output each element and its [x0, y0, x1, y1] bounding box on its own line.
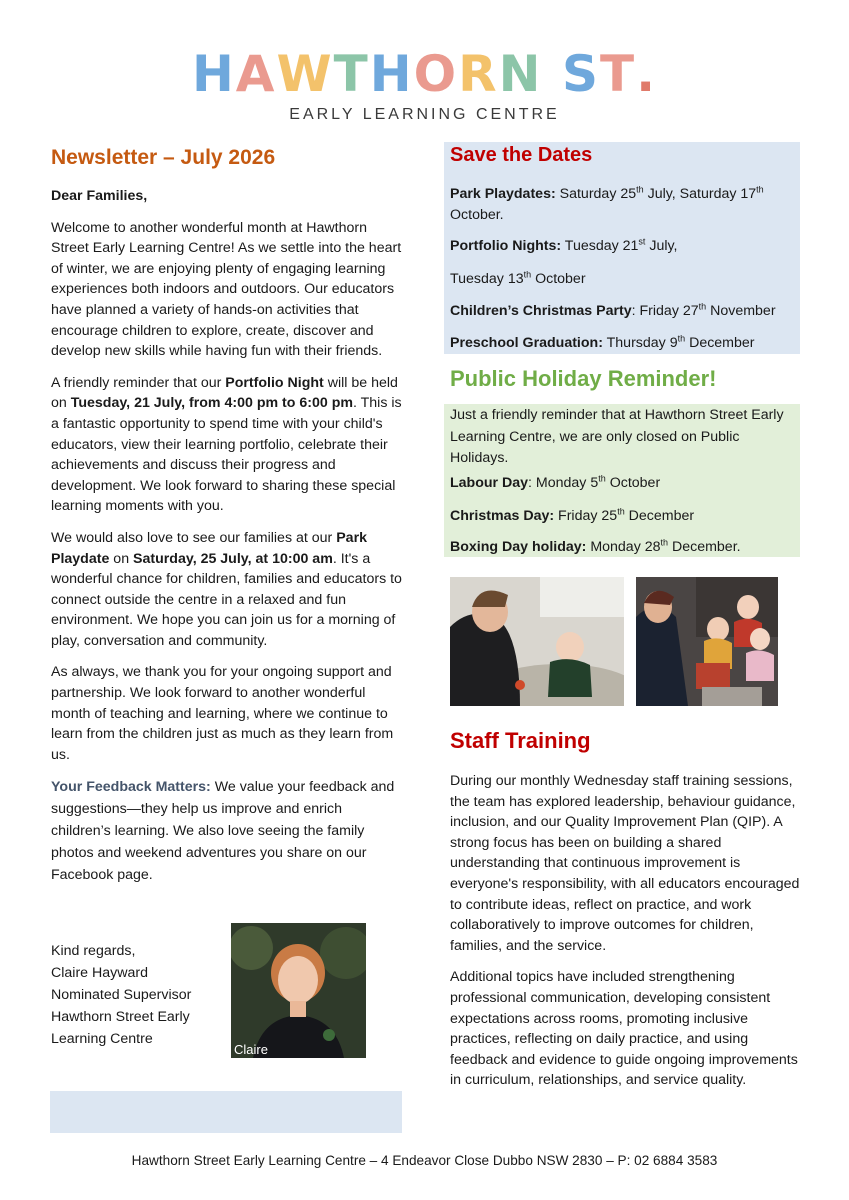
- signoff: [51, 940, 231, 1050]
- logo-letter: H: [369, 45, 414, 103]
- staff-training-body: [450, 771, 800, 1102]
- portfolio-paragraph: A friendly reminder that our Portfolio Night will be held on Tuesday, 21 July, from 4:00 pm to 6:00 pm. This is a fantastic opportunity to spend time with your child's educators, view their learning portfolio, celebrate their achievements and discuss their progress and development. We look forward to sharing these special learning moments with you.: [51, 374, 402, 515]
- date-portfolio-nights-2: Tuesday 13th October: [450, 269, 586, 287]
- logo-letter: H: [191, 45, 236, 103]
- holiday-labour-day: Labour Day: Monday 5th October: [450, 473, 661, 491]
- logo-subtitle: EARLY LEARNING CENTRE: [289, 106, 560, 123]
- signoff-name: Claire Hayward: [51, 965, 148, 981]
- classroom-photo-2: [636, 577, 778, 706]
- date-preschool-graduation: Preschool Graduation: Thursday 9th December: [450, 333, 755, 351]
- logo-letter: N: [498, 45, 543, 103]
- signoff-line: Kind regards,: [51, 943, 136, 959]
- feedback-paragraph: Your Feedback Matters: We value your feedback and suggestions—they help us improve and enrich children’s learning. We also love seeing the family photos and weekend adventures you share on our Facebook page.: [51, 779, 395, 884]
- date-christmas-party: Children’s Christmas Party: Friday 27th November: [450, 301, 776, 319]
- logo-letter: .: [636, 45, 658, 103]
- logo-letter: [543, 44, 562, 104]
- thanks-paragraph: As always, we thank you for your ongoing support and partnership. We look forward to another wonderful month of teaching and learning, where we continue to learn from the children just as much as they learn from us.: [51, 664, 394, 763]
- logo-letter: R: [458, 45, 499, 103]
- newsletter-title: Newsletter – July 2026: [51, 146, 276, 169]
- intro-paragraph: Welcome to another wonderful month at Hawthorn Street Early Learning Centre! As we settle into the heart of winter, we are enjoying plenty of engaging learning experiences both indoors and outdoors. Our educators have planned a variety of hands-on activities that encourage children to explore, create, discover and develop new skills while having fun with their friends.: [51, 219, 402, 360]
- holiday-boxing-day: Boxing Day holiday: Monday 28th December.: [450, 537, 741, 555]
- signoff-org: Learning Centre: [51, 1031, 153, 1047]
- playdate-paragraph: We would also love to see our families at our Park Playdate on Saturday, 25 July, at 10:00 am. It's a wonderful chance for children, families and educators to connect outside the centre in a relaxed and fun environment. We hope you can join us for a morning of play, conversation and community.: [51, 529, 402, 649]
- logo-letter: A: [235, 45, 277, 103]
- staff-training-paragraph: During our monthly Wednesday staff training sessions, the team has explored leadership, behaviour guidance, inclusion, and our Quality Improvement Plan (QIP). A strong focus has been on building a shared understanding that continuous improvement is everyone's responsibility, with all educators encouraged to contribute ideas, reflect on practice, and work collaboratively to improve outcomes for children, families, and the service.: [450, 773, 800, 954]
- greeting: Dear Families,: [51, 188, 148, 204]
- newsletter-body: [51, 144, 403, 897]
- page-footer: Hawthorn Street Early Learning Centre – 4 Endeavor Close Dubbo NSW 2830 – P: 02 6884 3583: [131, 1153, 718, 1168]
- classroom-photo-1: [450, 577, 624, 706]
- logo-letter: T: [333, 45, 370, 103]
- centre-logo: [0, 44, 849, 104]
- feedback-label: Your Feedback Matters:: [51, 779, 211, 796]
- logo-letter: T: [599, 45, 637, 103]
- holiday-title: Public Holiday Reminder!: [450, 366, 717, 391]
- signoff-org: Hawthorn Street Early: [51, 1009, 190, 1025]
- holiday-intro: Just a friendly reminder that at Hawthorn Street Early Learning Centre, we are only closed on Public Holidays.: [450, 407, 784, 466]
- footer-highlight-bar: [50, 1091, 402, 1133]
- staff-training-title: Staff Training: [450, 728, 591, 753]
- photo-caption: Claire: [234, 1042, 268, 1057]
- staff-training-paragraph: Additional topics have included strengthening professional communication, developing consistent expectations across rooms, promoting inclusive practices, reflecting on daily practice, and using feedback and evidence to guide ongoing improvements in curriculum, relationships, and service quality.: [450, 969, 798, 1089]
- date-portfolio-nights: Portfolio Nights: Tuesday 21st July,: [450, 236, 678, 254]
- logo-letter: O: [413, 45, 459, 103]
- logo-letter: S: [561, 45, 600, 103]
- supervisor-photo: [231, 923, 366, 1058]
- holiday-christmas-day: Christmas Day: Friday 25th December: [450, 506, 695, 524]
- save-the-dates-title: Save the Dates: [450, 144, 593, 166]
- signoff-role: Nominated Supervisor: [51, 987, 192, 1003]
- date-park-playdates: Park Playdates: Saturday 25th July, Saturday 17th October.: [450, 184, 764, 223]
- logo-letter: W: [276, 45, 334, 103]
